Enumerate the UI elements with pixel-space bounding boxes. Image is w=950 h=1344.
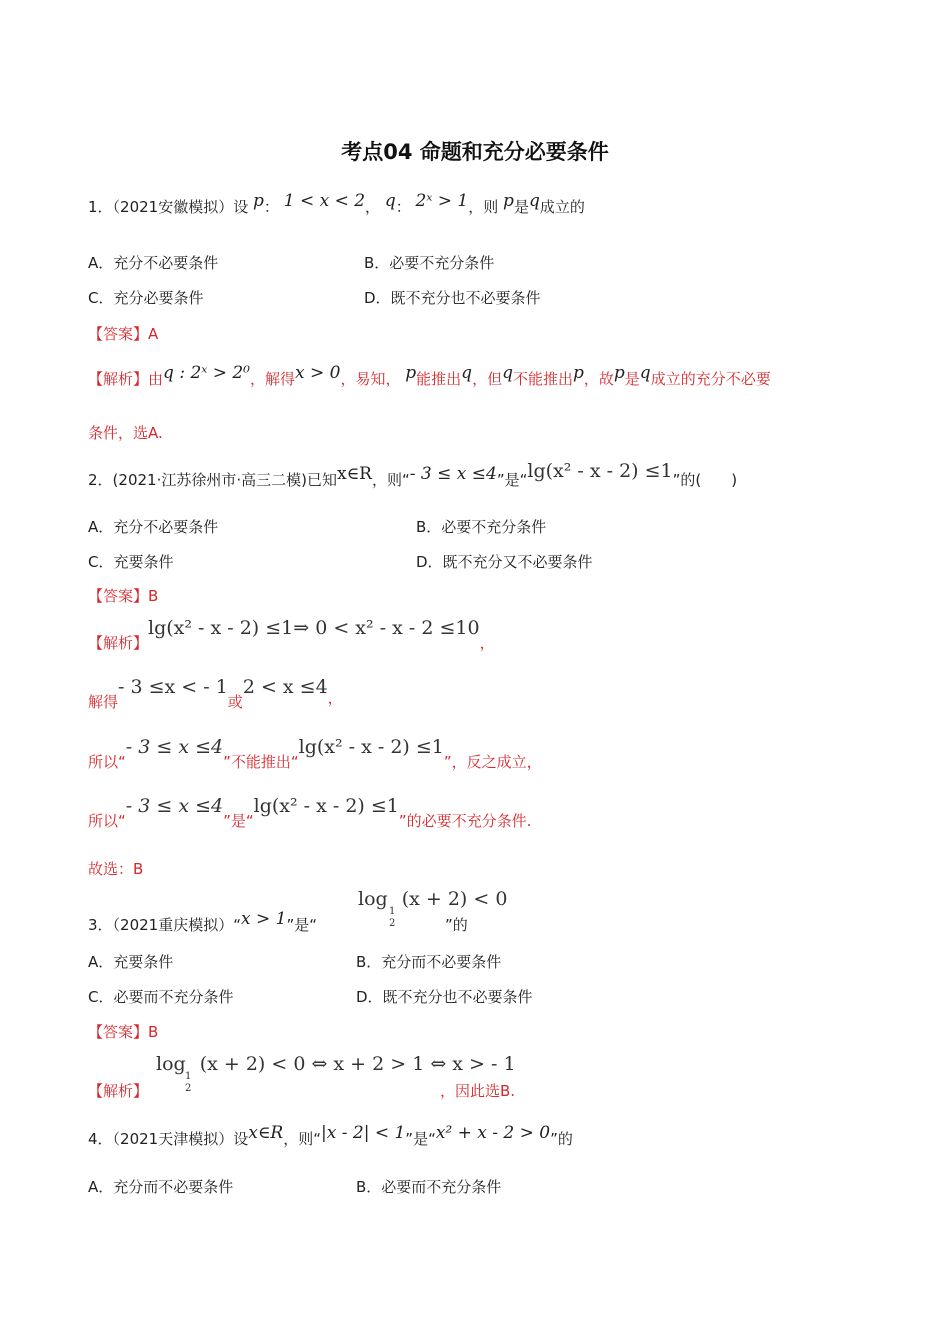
math: x > 1 [241,909,287,929]
text: ”的必要不充分条件. [398,812,532,830]
option-a: A．充要条件 [88,953,174,971]
analysis-line [88,617,495,652]
log-text: log [358,888,388,910]
option-d: D．既不充分也不必要条件 [356,988,533,1006]
math: lg(x² - x - 2) ≤1 [527,460,673,482]
question-source: （2021安徽模拟） [112,198,234,216]
text: 或 [227,693,243,711]
math-cond-p: 1 < x < 2 [283,191,366,211]
math: x² + x - 2 > 0 [435,1123,551,1143]
math: x∈R [336,464,372,484]
question-2 [88,460,738,490]
text: ，故 [583,370,614,388]
math: p [405,363,417,383]
text: ”是“ [286,916,318,934]
option-a: A．充分而不必要条件 [88,1178,234,1196]
analysis-line [88,795,532,830]
math: p [572,363,584,383]
math-q: q [384,191,396,211]
question-3 [88,909,468,935]
page-title: 考点04 命题和充分必要条件 [341,140,609,164]
option-a: A．充分不必要条件 [88,254,219,272]
option-b: B．必要不充分条件 [364,254,495,272]
math: lg(x² - x - 2) ≤1 [253,795,399,817]
answer: 【答案】B [88,587,159,605]
math: lg(x² - x - 2) ≤1 [298,736,444,758]
math-p: p [503,191,514,211]
option-a: A．充分不必要条件 [88,518,219,536]
math: - 3 ≤x < - 1 [118,676,228,698]
text: ， [479,634,495,652]
text: 所以“ [88,812,126,830]
text: 是 [513,198,529,216]
question-1 [88,191,585,217]
analysis-line [88,676,343,711]
text: ，则“ [371,471,410,489]
text: ”是“ [223,812,254,830]
question-number: 3． [88,916,113,934]
math: q : 2ˣ > 2⁰ [163,363,250,383]
log-argument: (x + 2) < 0 [401,888,508,910]
text: ，但 [472,370,503,388]
math-cond-q: 2ˣ > 1 [415,191,469,211]
fraction-numerator: 1 [185,1071,192,1082]
log-argument: (x + 2) < 0 ⇔ x + 2 > 1 ⇔ x > - 1 [199,1053,516,1075]
option-c: C．充分必要条件 [88,289,204,307]
option-b: B．充分而不必要条件 [356,953,502,971]
option-c: C．充要条件 [88,553,174,571]
option-b: B．必要而不充分条件 [356,1178,502,1196]
answer: 【答案】B [88,1023,159,1041]
option-b: B．必要不充分条件 [416,518,547,536]
text: ，则“ [283,1130,322,1148]
text: ”的( ) [672,471,738,489]
question-number: 4． [88,1130,113,1148]
text: 所以“ [88,753,126,771]
question-4 [88,1123,573,1149]
analysis-label: 【解析】 [88,1082,149,1100]
text: 能推出 [416,370,462,388]
math: - 3 ≤ x ≤4 [409,464,497,484]
question-number: 2． [88,471,113,489]
text: ”的 [550,1130,573,1148]
math: x∈R [248,1123,284,1143]
text: ： [395,198,411,216]
analysis-tail: ，因此选B. [440,1082,516,1100]
math: q [461,363,473,383]
text: 成立的充分不必要 [650,370,771,388]
conclusion: 故选：B [88,860,144,878]
math: |x - 2| < 1 [321,1123,406,1143]
analysis-line: 条件，选A. [88,424,163,442]
answer: 【答案】A [88,325,159,343]
math: lg(x² - x - 2) ≤1⇒ 0 < x² - x - 2 ≤10 [148,617,480,639]
option-d: D．既不充分也不必要条件 [364,289,541,307]
math-log [358,888,507,910]
analysis-line [88,363,771,389]
math: q [639,363,651,383]
math: p [613,363,625,383]
text: ，解得 [249,370,295,388]
option-d: D．既不充分又不必要条件 [416,553,593,571]
analysis-label: 【解析】 [88,634,149,652]
fraction-denominator: 2 [185,1083,192,1094]
text: 设 [233,198,249,216]
math: - 3 ≤ x ≤4 [125,736,224,758]
text: ”，反之成立， [443,753,542,771]
option-c: C．必要而不充分条件 [88,988,234,1006]
text: ”的 [445,916,468,934]
text: “ [233,916,242,934]
question-source: （2021重庆模拟） [112,916,234,934]
text: 解得 [88,693,119,711]
text: ， [365,198,381,216]
text: ，易知， [340,370,401,388]
text: 设 [233,1130,249,1148]
math: - 3 ≤ x ≤4 [125,795,224,817]
log-text: log [156,1053,186,1075]
text: ”是“ [496,471,528,489]
text: ”不能推出“ [223,753,299,771]
question-number: 1． [88,198,113,216]
text: 不能推出 [512,370,573,388]
text: 成立的 [539,198,585,216]
math-q: q [528,191,540,211]
text: 已知 [306,471,337,489]
math: x > 0 [295,363,341,383]
analysis-label: 【解析】 [88,370,149,388]
text: ，则 [468,198,499,216]
text: ： [263,198,279,216]
math-log [156,1053,516,1075]
text: ”是“ [405,1130,436,1148]
analysis-line [88,736,542,771]
math: 2 < x ≤4 [242,676,328,698]
text: ， [327,689,343,707]
math-p: p [253,191,264,211]
fraction-denominator: 2 [389,918,396,929]
question-source: （2021天津模拟） [112,1130,234,1148]
text: 是 [624,370,640,388]
question-source: (2021·江苏徐州市·高三二模) [112,471,307,489]
math: q [502,363,513,383]
fraction-numerator: 1 [389,906,396,917]
text: 由 [148,370,164,388]
